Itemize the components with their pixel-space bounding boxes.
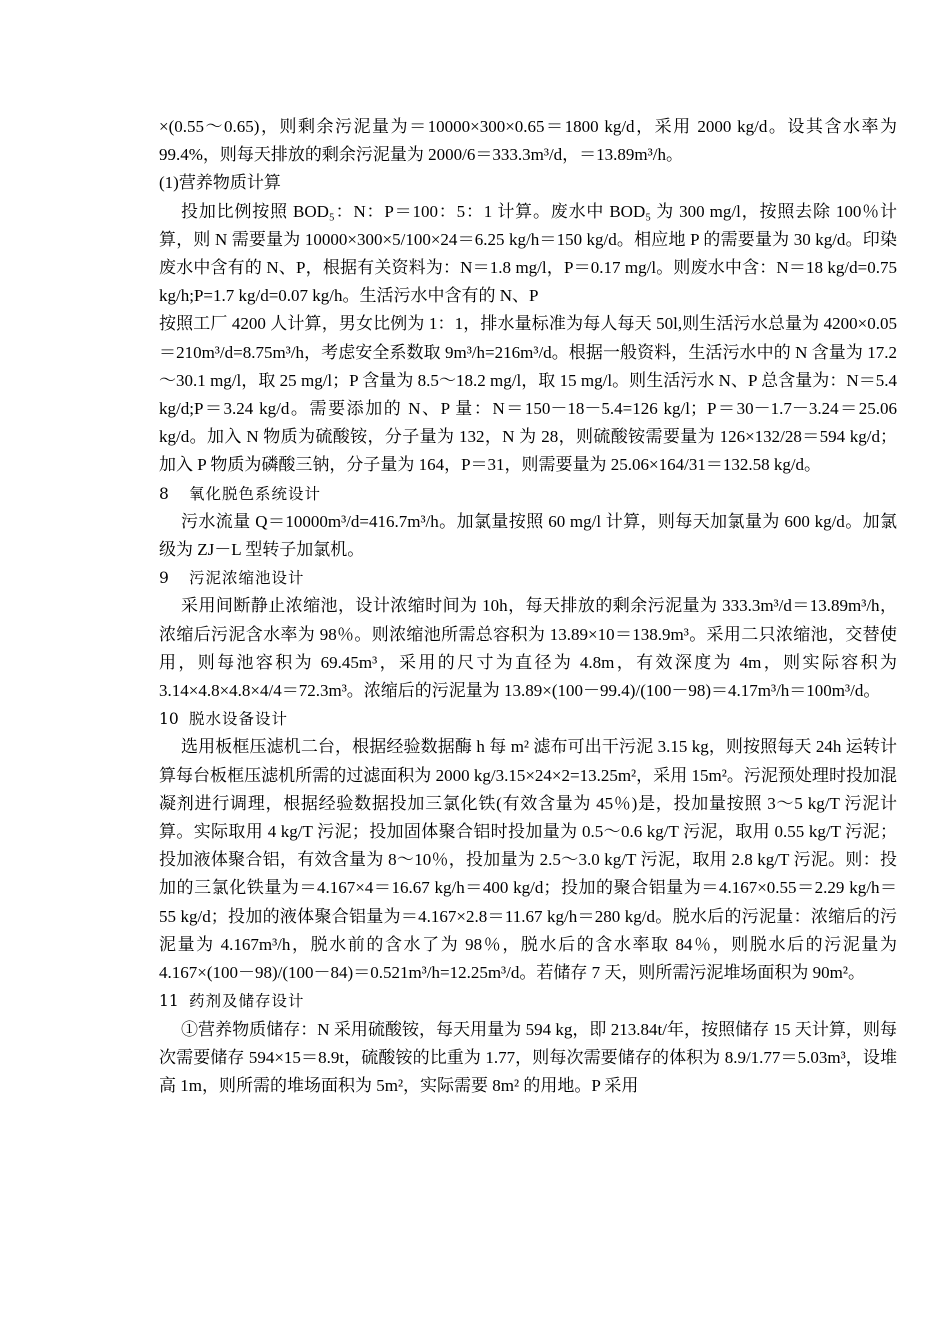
paragraph-domestic-sewage: 按照工厂 4200 人计算，男女比例为 1：1，排水量标准为每人每天 50l,则生活污水总量为 4200×0.05＝210m³/d=8.75m³/h，考虑安全系数取 9m³/h=216m³/d。根据一般资料，生活污水中的 N 含量为 17.2～30.1 mg/l，取 25 mg/l；P 含量为 8.5～18.2 mg/l，取 15 mg/l。则生活污水 N、P 总含量为：N＝5.4 kg/d;P＝3.24 kg/d。需要添加的 N、P 量：N＝150－18－5.4=126 kg/l；P＝30－1.7－3.24＝25.06 kg/d。加入 N 物质为硫酸铵，分子量为 132，N 为 28，则硫酸铵需要量为 126×132/28＝594 kg/d；加入 P 物质为磷酸三钠，分子量为 164，P＝31，则需要量为 25.06×164/31＝132.58 kg/d。 — [159, 314, 897, 475]
section-number: 9 — [159, 569, 169, 588]
paragraph-dewatering: 选用板框压滤机二台，根据经验数据酶 h 每 m² 滤布可出干污泥 3.15 kg，则按照每天 24h 运转计算每台板框压滤机所需的过滤面积为 2000 kg/3.15×24×2=13.25m²，采用 15m²。污泥预处理时投加混凝剂进行调理，根据经验数据投加三氯化铁(有效含量为 45％)是，投加量按照 3～5 kg/T 污泥计算。实际取用 4 kg/T 污泥；投加固体聚合铝时投加量为 0.5～0.6 kg/T 污泥，取用 0.55 kg/T 污泥；投加液体聚合铝，有效含量为 8～10％，投加量为 2.5～3.0 kg/T 污泥，取用 2.8 kg/T 污泥。则：投加的三氯化铁量为＝4.167×4＝16.67 kg/h＝400 kg/d；投加的聚合铝量为＝4.167×0.55＝2.29 kg/h＝55 kg/d；投加的液体聚合铝量为＝4.167×2.8＝11.67 kg/h＝280 kg/d。脱水后的污泥量：浓缩后的污泥量为 4.167m³/h，脱水前的含水了为 98％，脱水后的含水率取 84％，则脱水后的污泥量为 4.167×(100－98)/(100－84)＝0.521m³/h=12.25m³/d。若储存 7 天，则所需污泥堆场面积为 90m²。 — [159, 737, 897, 983]
paragraph-sludge-thickener: 采用间断静止浓缩池，设计浓缩时间为 10h，每天排放的剩余污泥量为 333.3m³/d＝13.89m³/h，浓缩后污泥含水率为 98％。则浓缩池所需总容积为 13.89×10＝138.9m³。采用二只浓缩池，交替使用，则每池容积为 69.45m³，采用的尺寸为直径为 4.8m，有效深度为 4m，则实际容积为 3.14×4.8×4.8×4/4＝72.3m³。浓缩后的污泥量为 13.89×(100－99.4)/(100－98)＝4.17m³/h＝100m³/d。 — [159, 596, 897, 701]
paragraph-sludge-discharge: ×(0.55～0.65)，则剩余污泥量为＝10000×300×0.65＝1800 kg/d，采用 2000 kg/d。设其含水率为 99.4%，则每天排放的剩余污泥量为 2000/6＝333.3m³/d，＝13.89m³/h。 — [159, 117, 897, 165]
section-number: 10 — [159, 710, 179, 729]
paragraph-nutrient-dosing: 投加比例按照 BOD₅：N：P＝100：5：1 计算。废水中 BOD₅ 为 300 mg/l，按照去除 100％计算，则 N 需要量为 10000×300×5/100×24＝6.25 kg/h＝150 kg/d。相应地 P 的需要量为 30 kg/d。印染废水中含有的 N、P，根据有关资料为：N＝1.8 mg/l，P＝0.17 mg/l。则废水中含：N＝18 kg/d=0.75 kg/h;P=1.7 kg/d=0.07 kg/h。生活污水中含有的 N、P — [159, 201, 897, 306]
paragraph-oxidation-decolor: 污水流量 Q＝10000m³/d=416.7m³/h。加氯量按照 60 mg/l 计算，则每天加氯量为 600 kg/d。加氯级为 ZJ－L 型转子加氯机。 — [159, 511, 897, 560]
section-title: 污泥浓缩池设计 — [189, 569, 305, 588]
section-title: 脱水设备设计 — [189, 710, 289, 729]
document-page — [159, 113, 897, 1100]
section-title: 氧化脱色系统设计 — [189, 484, 322, 503]
section-heading-9 — [159, 564, 897, 592]
section-title: 药剂及储存设计 — [189, 992, 305, 1011]
section-number: 11 — [159, 992, 179, 1011]
subheading-nutrient-calculation: (1)营养物质计算 — [159, 173, 281, 193]
section-number: 8 — [159, 484, 169, 503]
section-heading-11 — [159, 987, 897, 1015]
section-heading-10 — [159, 705, 897, 733]
section-heading-8 — [159, 480, 897, 508]
paragraph-chemical-storage: ①营养物质储存：N 采用硫酸铵，每天用量为 594 kg，即 213.84t/年，按照储存 15 天计算，则每次需要储存 594×15＝8.9t，硫酸铵的比重为 1.77，则每次需要储存的体积为 8.9/1.77＝5.03m³，设堆高 1m，则所需的堆场面积为 5m²，实际需要 8m² 的用地。P 采用 — [159, 1019, 897, 1095]
